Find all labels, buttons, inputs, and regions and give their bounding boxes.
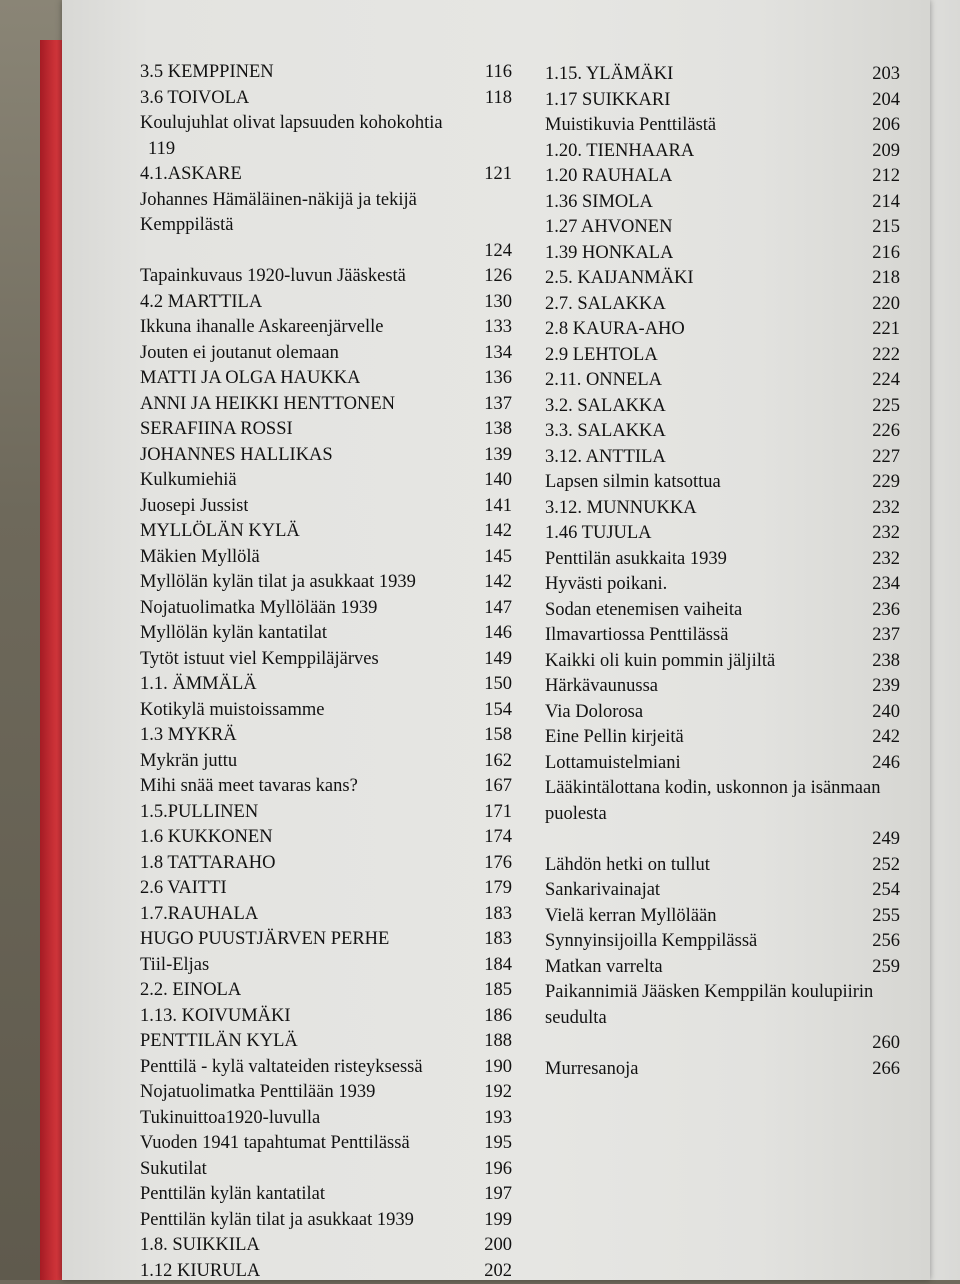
toc-entry xyxy=(545,292,900,318)
toc-entry xyxy=(140,290,512,316)
toc-entry-page-number: 188 xyxy=(476,1029,512,1055)
toc-entry xyxy=(545,215,900,241)
toc-entry xyxy=(545,139,900,165)
toc-entry-title: Vielä kerran Myllölään xyxy=(545,904,717,930)
toc-entry-page-number: 139 xyxy=(476,443,512,469)
toc-entry-title: Murresanoja xyxy=(545,1057,639,1083)
toc-entry xyxy=(140,545,512,571)
toc-entry-title: 1.5.PULLINEN xyxy=(140,800,258,826)
toc-entry-title: Myllölän kylän tilat ja asukkaat 1939 xyxy=(140,570,416,596)
toc-entry xyxy=(140,162,512,188)
toc-entry xyxy=(545,496,900,522)
toc-entry-page-number: 232 xyxy=(864,521,900,547)
toc-entry-title: 4.2 MARTTILA xyxy=(140,290,262,316)
toc-entry-title: 1.6 KUKKONEN xyxy=(140,825,273,851)
toc-entry-page-number: 229 xyxy=(864,470,900,496)
toc-entry xyxy=(140,672,512,698)
toc-entry-title: 2.9 LEHTOLA xyxy=(545,343,658,369)
toc-entry-title: Tiil-Eljas xyxy=(140,953,209,979)
toc-entry xyxy=(545,853,900,879)
toc-entry-title: 1.20 RAUHALA xyxy=(545,164,672,190)
toc-entry xyxy=(545,419,900,445)
toc-entry-page-number: 118 xyxy=(477,86,512,112)
toc-entry-page-number: 138 xyxy=(476,417,512,443)
toc-entry xyxy=(545,368,900,394)
toc-entry-page-number: 259 xyxy=(864,955,900,981)
toc-entry xyxy=(140,1055,512,1081)
toc-entry-page-number: 137 xyxy=(476,392,512,418)
toc-entry-title: Lapsen silmin katsottua xyxy=(545,470,721,496)
toc-entry-page-number: 224 xyxy=(864,368,900,394)
toc-entry xyxy=(545,266,900,292)
toc-entry xyxy=(140,774,512,800)
toc-entry-title: 3.12. ANTTILA xyxy=(545,445,666,471)
toc-entry-title: Myllölän kylän kantatilat xyxy=(140,621,327,647)
toc-entry xyxy=(140,800,512,826)
toc-entry xyxy=(545,955,900,981)
toc-entry-title: 3.3. SALAKKA xyxy=(545,419,666,445)
toc-entry-title: Koulujuhlat olivat lapsuuden kohokohtia xyxy=(140,113,443,133)
toc-entry-title: Lääkintälottana kodin, uskonnon ja isänmaan puolesta xyxy=(545,778,880,824)
toc-entry-title: 2.8 KAURA-AHO xyxy=(545,317,685,343)
toc-entry xyxy=(545,113,900,139)
toc-entry xyxy=(140,1208,512,1234)
toc-entry xyxy=(545,164,900,190)
toc-entry-page-number: 249 xyxy=(545,827,900,853)
toc-entry-page-number: 225 xyxy=(864,394,900,420)
toc-entry xyxy=(140,1259,512,1284)
toc-entry-title: 3.12. MUNNUKKA xyxy=(545,496,697,522)
toc-entry-page-number: 183 xyxy=(476,927,512,953)
toc-entry xyxy=(545,317,900,343)
toc-entry xyxy=(545,878,900,904)
toc-entry-title: 2.5. KAIJANMÄKI xyxy=(545,266,694,292)
toc-entry-page-number: 171 xyxy=(476,800,512,826)
toc-entry xyxy=(545,190,900,216)
toc-entry xyxy=(545,700,900,726)
toc-entry-page-number: 255 xyxy=(864,904,900,930)
toc-entry-title: 1.27 AHVONEN xyxy=(545,215,672,241)
toc-entry-page-number: 183 xyxy=(476,902,512,928)
toc-entry-page-number: 174 xyxy=(476,825,512,851)
toc-entry xyxy=(140,647,512,673)
toc-entry-title: Johannes Hämäläinen-näkijä ja tekijä Kemppilästä xyxy=(140,190,417,236)
toc-entry xyxy=(140,1157,512,1183)
toc-entry-page-number: 119 xyxy=(140,137,512,163)
toc-entry-title: 1.1. ÄMMÄLÄ xyxy=(140,672,257,698)
toc-entry-page-number: 252 xyxy=(864,853,900,879)
toc-entry-page-number: 215 xyxy=(864,215,900,241)
toc-entry-page-number: 192 xyxy=(476,1080,512,1106)
toc-entry xyxy=(140,621,512,647)
toc-entry-page-number: 202 xyxy=(476,1259,512,1284)
toc-entry xyxy=(545,649,900,675)
toc-entry-title: 1.8. SUIKKILA xyxy=(140,1233,260,1259)
toc-entry-page-number: 209 xyxy=(864,139,900,165)
toc-entry-page-number: 154 xyxy=(476,698,512,724)
toc-entry-title: 2.7. SALAKKA xyxy=(545,292,666,318)
toc-entry xyxy=(140,570,512,596)
toc-entry xyxy=(140,978,512,1004)
toc-entry-page-number: 242 xyxy=(864,725,900,751)
toc-entry xyxy=(545,623,900,649)
toc-entry-page-number: 260 xyxy=(545,1031,900,1057)
toc-entry-page-number: 220 xyxy=(864,292,900,318)
toc-entry-title: 1.8 TATTARAHO xyxy=(140,851,275,877)
toc-entry xyxy=(140,1106,512,1132)
toc-entry-page-number: 147 xyxy=(476,596,512,622)
toc-entry-title: Ilmavartiossa Penttilässä xyxy=(545,623,728,649)
toc-entry-page-number: 254 xyxy=(864,878,900,904)
toc-entry-page-number: 212 xyxy=(864,164,900,190)
toc-entry xyxy=(545,62,900,88)
toc-entry-page-number: 193 xyxy=(476,1106,512,1132)
toc-entry-title: Via Dolorosa xyxy=(545,700,643,726)
toc-entry-title: JOHANNES HALLIKAS xyxy=(140,443,333,469)
toc-entry-title: 1.12 KIURULA xyxy=(140,1259,260,1284)
toc-entry xyxy=(545,598,900,624)
toc-entry-page-number: 214 xyxy=(864,190,900,216)
toc-entry xyxy=(140,60,512,86)
toc-entry xyxy=(140,188,512,265)
toc-entry-title: Nojatuolimatka Penttilään 1939 xyxy=(140,1080,375,1106)
toc-entry xyxy=(140,1131,512,1157)
toc-entry xyxy=(545,521,900,547)
toc-entry-title: 1.46 TUJULA xyxy=(545,521,652,547)
toc-entry-title: Hyvästi poikani. xyxy=(545,572,667,598)
toc-entry-title: Mäkien Myllölä xyxy=(140,545,260,571)
toc-entry-title: MYLLÖLÄN KYLÄ xyxy=(140,519,300,545)
toc-entry-page-number: 140 xyxy=(476,468,512,494)
toc-entry-title: Synnyinsijoilla Kemppilässä xyxy=(545,929,757,955)
toc-entry-title: Paikannimiä Jääsken Kemppilän koulupiirin seudulta xyxy=(545,982,873,1028)
toc-entry-page-number: 239 xyxy=(864,674,900,700)
toc-entry-title: 4.1.ASKARE xyxy=(140,162,242,188)
toc-entry-page-number: 216 xyxy=(864,241,900,267)
toc-entry-page-number: 203 xyxy=(864,62,900,88)
toc-entry-title: Lottamuistelmiani xyxy=(545,751,681,777)
toc-entry xyxy=(140,902,512,928)
toc-entry-page-number: 196 xyxy=(476,1157,512,1183)
toc-entry xyxy=(545,674,900,700)
toc-entry xyxy=(140,494,512,520)
toc-entry xyxy=(545,929,900,955)
toc-entry-page-number: 222 xyxy=(864,343,900,369)
toc-entry-page-number: 195 xyxy=(476,1131,512,1157)
toc-entry-title: 3.6 TOIVOLA xyxy=(140,86,249,112)
toc-entry-title: Kulkumiehiä xyxy=(140,468,237,494)
toc-entry-title: SERAFIINA ROSSI xyxy=(140,417,293,443)
toc-entry-page-number: 190 xyxy=(476,1055,512,1081)
toc-entry-title: 1.15. YLÄMÄKI xyxy=(545,62,673,88)
toc-entry-page-number: 176 xyxy=(476,851,512,877)
toc-entry-title: Lähdön hetki on tullut xyxy=(545,853,710,879)
toc-entry xyxy=(545,751,900,777)
toc-entry-title: ANNI JA HEIKKI HENTTONEN xyxy=(140,392,395,418)
toc-entry-title: Penttilän kylän tilat ja asukkaat 1939 xyxy=(140,1208,414,1234)
toc-entry-page-number: 142 xyxy=(476,519,512,545)
toc-entry-page-number: 227 xyxy=(864,445,900,471)
toc-entry-title: Tukinuittoa1920-luvulla xyxy=(140,1106,320,1132)
toc-entry-page-number: 134 xyxy=(476,341,512,367)
toc-entry xyxy=(140,1029,512,1055)
toc-entry xyxy=(140,698,512,724)
toc-entry xyxy=(140,596,512,622)
toc-entry-title: Mykrän juttu xyxy=(140,749,237,775)
toc-entry-page-number: 150 xyxy=(476,672,512,698)
toc-entry-page-number: 149 xyxy=(476,647,512,673)
toc-entry xyxy=(140,1080,512,1106)
toc-entry-title: Eine Pellin kirjeitä xyxy=(545,725,684,751)
toc-entry-title: 2.2. EINOLA xyxy=(140,978,241,1004)
toc-entry-title: Tytöt istuut viel Kemppiläjärves xyxy=(140,647,379,673)
toc-entry-title: 1.7.RAUHALA xyxy=(140,902,258,928)
toc-entry xyxy=(545,572,900,598)
toc-entry xyxy=(140,468,512,494)
toc-entry xyxy=(140,341,512,367)
toc-entry xyxy=(140,1233,512,1259)
toc-entry xyxy=(140,417,512,443)
toc-entry-title: Kaikki oli kuin pommin jäljiltä xyxy=(545,649,775,675)
toc-entry-title: Sodan etenemisen vaiheita xyxy=(545,598,742,624)
toc-entry-page-number: 162 xyxy=(476,749,512,775)
toc-entry xyxy=(140,86,512,112)
toc-entry xyxy=(545,547,900,573)
toc-entry-title: Juosepi Jussist xyxy=(140,494,248,520)
toc-entry xyxy=(545,394,900,420)
toc-entry-page-number: 146 xyxy=(476,621,512,647)
toc-entry xyxy=(140,366,512,392)
toc-entry-title: Vuoden 1941 tapahtumat Penttilässä xyxy=(140,1131,410,1157)
toc-entry-page-number: 256 xyxy=(864,929,900,955)
toc-entry-page-number: 121 xyxy=(476,162,512,188)
toc-entry-page-number: 124 xyxy=(140,239,512,265)
toc-entry-title: 3.2. SALAKKA xyxy=(545,394,666,420)
toc-entry-title: Mihi snää meet tavaras kans? xyxy=(140,774,358,800)
toc-entry-page-number: 179 xyxy=(476,876,512,902)
toc-entry xyxy=(140,315,512,341)
toc-entry-title: Matkan varrelta xyxy=(545,955,663,981)
toc-entry-page-number: 141 xyxy=(476,494,512,520)
toc-entry-page-number: 234 xyxy=(864,572,900,598)
toc-entry-title: HUGO PUUSTJÄRVEN PERHE xyxy=(140,927,389,953)
toc-entry-page-number: 206 xyxy=(864,113,900,139)
toc-entry-title: Muistikuvia Penttilästä xyxy=(545,113,716,139)
toc-entry-title: Penttilä - kylä valtateiden risteyksessä xyxy=(140,1055,423,1081)
toc-entry xyxy=(140,723,512,749)
toc-entry-title: Tapainkuvaus 1920-luvun Jääskestä xyxy=(140,264,406,290)
toc-entry-title: 1.17 SUIKKARI xyxy=(545,88,670,114)
toc-entry-page-number: 232 xyxy=(864,547,900,573)
toc-entry-title: Ikkuna ihanalle Askareenjärvelle xyxy=(140,315,383,341)
toc-entry-title: Penttilän asukkaita 1939 xyxy=(545,547,727,573)
toc-entry-page-number: 236 xyxy=(864,598,900,624)
toc-entry-page-number: 142 xyxy=(476,570,512,596)
toc-entry-title: 3.5 KEMPPINEN xyxy=(140,60,274,86)
toc-entry xyxy=(140,264,512,290)
toc-entry-page-number: 246 xyxy=(864,751,900,777)
toc-entry-page-number: 145 xyxy=(476,545,512,571)
toc-entry xyxy=(545,980,900,1057)
toc-entry-page-number: 237 xyxy=(864,623,900,649)
toc-entry-title: Penttilän kylän kantatilat xyxy=(140,1182,325,1208)
toc-entry xyxy=(140,111,512,162)
toc-right-column xyxy=(545,62,900,1082)
toc-entry-page-number: 221 xyxy=(864,317,900,343)
toc-entry-title: MATTI JA OLGA HAUKKA xyxy=(140,366,360,392)
toc-entry-title: 2.6 VAITTI xyxy=(140,876,227,902)
toc-entry xyxy=(140,519,512,545)
toc-entry-title: Kotikylä muistoissamme xyxy=(140,698,324,724)
toc-entry-title: 1.3 MYKRÄ xyxy=(140,723,237,749)
toc-entry-page-number: 185 xyxy=(476,978,512,1004)
toc-entry-page-number: 200 xyxy=(476,1233,512,1259)
toc-left-column xyxy=(140,60,512,1284)
toc-entry-page-number: 199 xyxy=(476,1208,512,1234)
toc-entry-page-number: 238 xyxy=(864,649,900,675)
toc-entry xyxy=(140,392,512,418)
toc-entry-title: Nojatuolimatka Myllölään 1939 xyxy=(140,596,377,622)
toc-entry-page-number: 184 xyxy=(476,953,512,979)
toc-entry-page-number: 133 xyxy=(476,315,512,341)
toc-entry-title: Sankarivainajat xyxy=(545,878,660,904)
toc-entry-page-number: 218 xyxy=(864,266,900,292)
toc-entry-page-number: 266 xyxy=(864,1057,900,1083)
toc-entry xyxy=(545,470,900,496)
toc-entry-title: 2.11. ONNELA xyxy=(545,368,662,394)
toc-entry-page-number: 232 xyxy=(864,496,900,522)
toc-entry-page-number: 130 xyxy=(476,290,512,316)
toc-entry-title: Jouten ei joutanut olemaan xyxy=(140,341,339,367)
toc-entry xyxy=(545,88,900,114)
toc-entry xyxy=(545,343,900,369)
toc-entry-page-number: 197 xyxy=(476,1182,512,1208)
toc-entry xyxy=(140,825,512,851)
toc-entry-page-number: 116 xyxy=(477,60,512,86)
toc-entry xyxy=(140,1004,512,1030)
toc-entry-title: 1.36 SIMOLA xyxy=(545,190,653,216)
toc-entry xyxy=(140,749,512,775)
toc-entry-title: 1.13. KOIVUMÄKI xyxy=(140,1004,291,1030)
toc-entry xyxy=(140,851,512,877)
toc-entry xyxy=(140,927,512,953)
toc-entry-page-number: 226 xyxy=(864,419,900,445)
toc-entry-title: 1.20. TIENHAARA xyxy=(545,139,694,165)
toc-entry-page-number: 167 xyxy=(476,774,512,800)
toc-entry xyxy=(140,443,512,469)
toc-entry xyxy=(545,241,900,267)
toc-entry-page-number: 240 xyxy=(864,700,900,726)
toc-entry xyxy=(140,953,512,979)
toc-entry-page-number: 136 xyxy=(476,366,512,392)
toc-entry xyxy=(545,776,900,853)
toc-entry xyxy=(545,445,900,471)
toc-entry-title: PENTTILÄN KYLÄ xyxy=(140,1029,298,1055)
toc-entry-title: 1.39 HONKALA xyxy=(545,241,673,267)
toc-entry-title: Sukutilat xyxy=(140,1157,207,1183)
toc-entry xyxy=(140,1182,512,1208)
toc-entry xyxy=(545,725,900,751)
toc-entry xyxy=(545,1057,900,1083)
toc-entry xyxy=(545,904,900,930)
toc-entry-page-number: 126 xyxy=(476,264,512,290)
toc-entry-page-number: 158 xyxy=(476,723,512,749)
toc-entry xyxy=(140,876,512,902)
toc-entry-page-number: 186 xyxy=(476,1004,512,1030)
toc-entry-title: Härkävaunussa xyxy=(545,674,658,700)
toc-entry-page-number: 204 xyxy=(864,88,900,114)
